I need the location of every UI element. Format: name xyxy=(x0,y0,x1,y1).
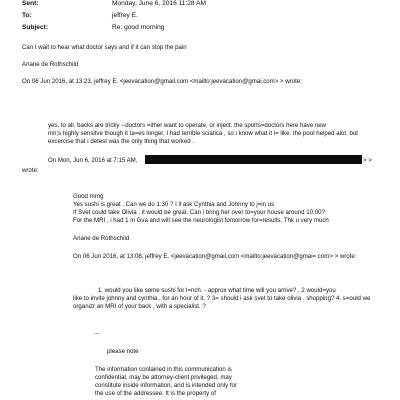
separator-dashes: -- xyxy=(95,330,100,337)
subject-value: Re: good morning xyxy=(112,24,165,31)
to-label: To: xyxy=(22,12,32,19)
message-line: Yes sushi is great . Can we do 1:30 ? I ll ask Cynthia and Johnny to j=in us xyxy=(73,201,275,208)
quote-line: mri;s highly sensitve though it ta=es longer. I had terrible sciatica , so i know what it i= like. the pool helped alot. but xyxy=(48,130,358,137)
reply-line: Can t wait to hear what doctor says and if it can stop the pain xyxy=(22,44,187,51)
please-note: please note xyxy=(107,348,139,355)
to-value: jeffrey E. xyxy=(112,12,138,19)
sent-value: Monday, June 6, 2016 11:28 AM xyxy=(112,0,206,7)
quote-line: like to invite johnny and cynthia , for an hour of it. ? 3= should i ask svet to take olivia . shopping? 4. s=ould we xyxy=(73,295,371,302)
quote-line: 1. would you like some sushi for l=nch. - approx what time will you arrive? , 2 would=you xyxy=(98,287,336,294)
message-line: If Svet could take Olivia , it would be great. Can i bring her over to=your house around 10:00? xyxy=(73,209,325,216)
quote-header-end: > > xyxy=(363,157,372,164)
quote-header: On Mon, Jun 6, 2016 at 7:15 AM, xyxy=(48,157,138,164)
quote-header: On 06 Jun 2016, at 13:23, jeffrey E. <jeevacation@gmail.com <mailto:jeevacation@gmai.com> > wrote: xyxy=(22,78,302,85)
message-line: For the MRI , i had 1 in Gva and will see the neurologist tomorrow for=results. Thk u very much xyxy=(73,217,329,224)
confidentiality-line: constitute inside information, and is intended only for xyxy=(95,382,237,389)
quote-line: organizr an MRI of your back , with a specialist. ? xyxy=(73,303,206,310)
signature: Ariane de Rothschild xyxy=(73,235,130,242)
quote-line: excercise that i detest was the only thing that worked . xyxy=(48,138,194,145)
confidentiality-line: confidential, may be attorney-client privileged, may xyxy=(95,374,232,381)
quote-line: yes, to all. backs are tricky --doctors =ither want to operate, or inject. the sports=doctors here have new xyxy=(48,122,327,129)
confidentiality-line: the use of the addressee. It is the property of xyxy=(95,390,216,397)
redaction-bar xyxy=(145,155,362,164)
message-line: Good mrng xyxy=(73,193,104,200)
sent-label: Sent: xyxy=(22,0,39,7)
signature: Ariane de Rothschild xyxy=(22,61,79,68)
wrote-label: wrote: xyxy=(22,167,39,174)
quote-header: On 06 Jun 2016, at 13:08, jeffrey E. <jeevacation@gmail.com <mailto:jeevacation@gmai=.com> > wrote: xyxy=(73,253,357,260)
confidentiality-line: The information contained in this communication is xyxy=(95,366,232,373)
subject-label: Subject: xyxy=(22,24,49,31)
